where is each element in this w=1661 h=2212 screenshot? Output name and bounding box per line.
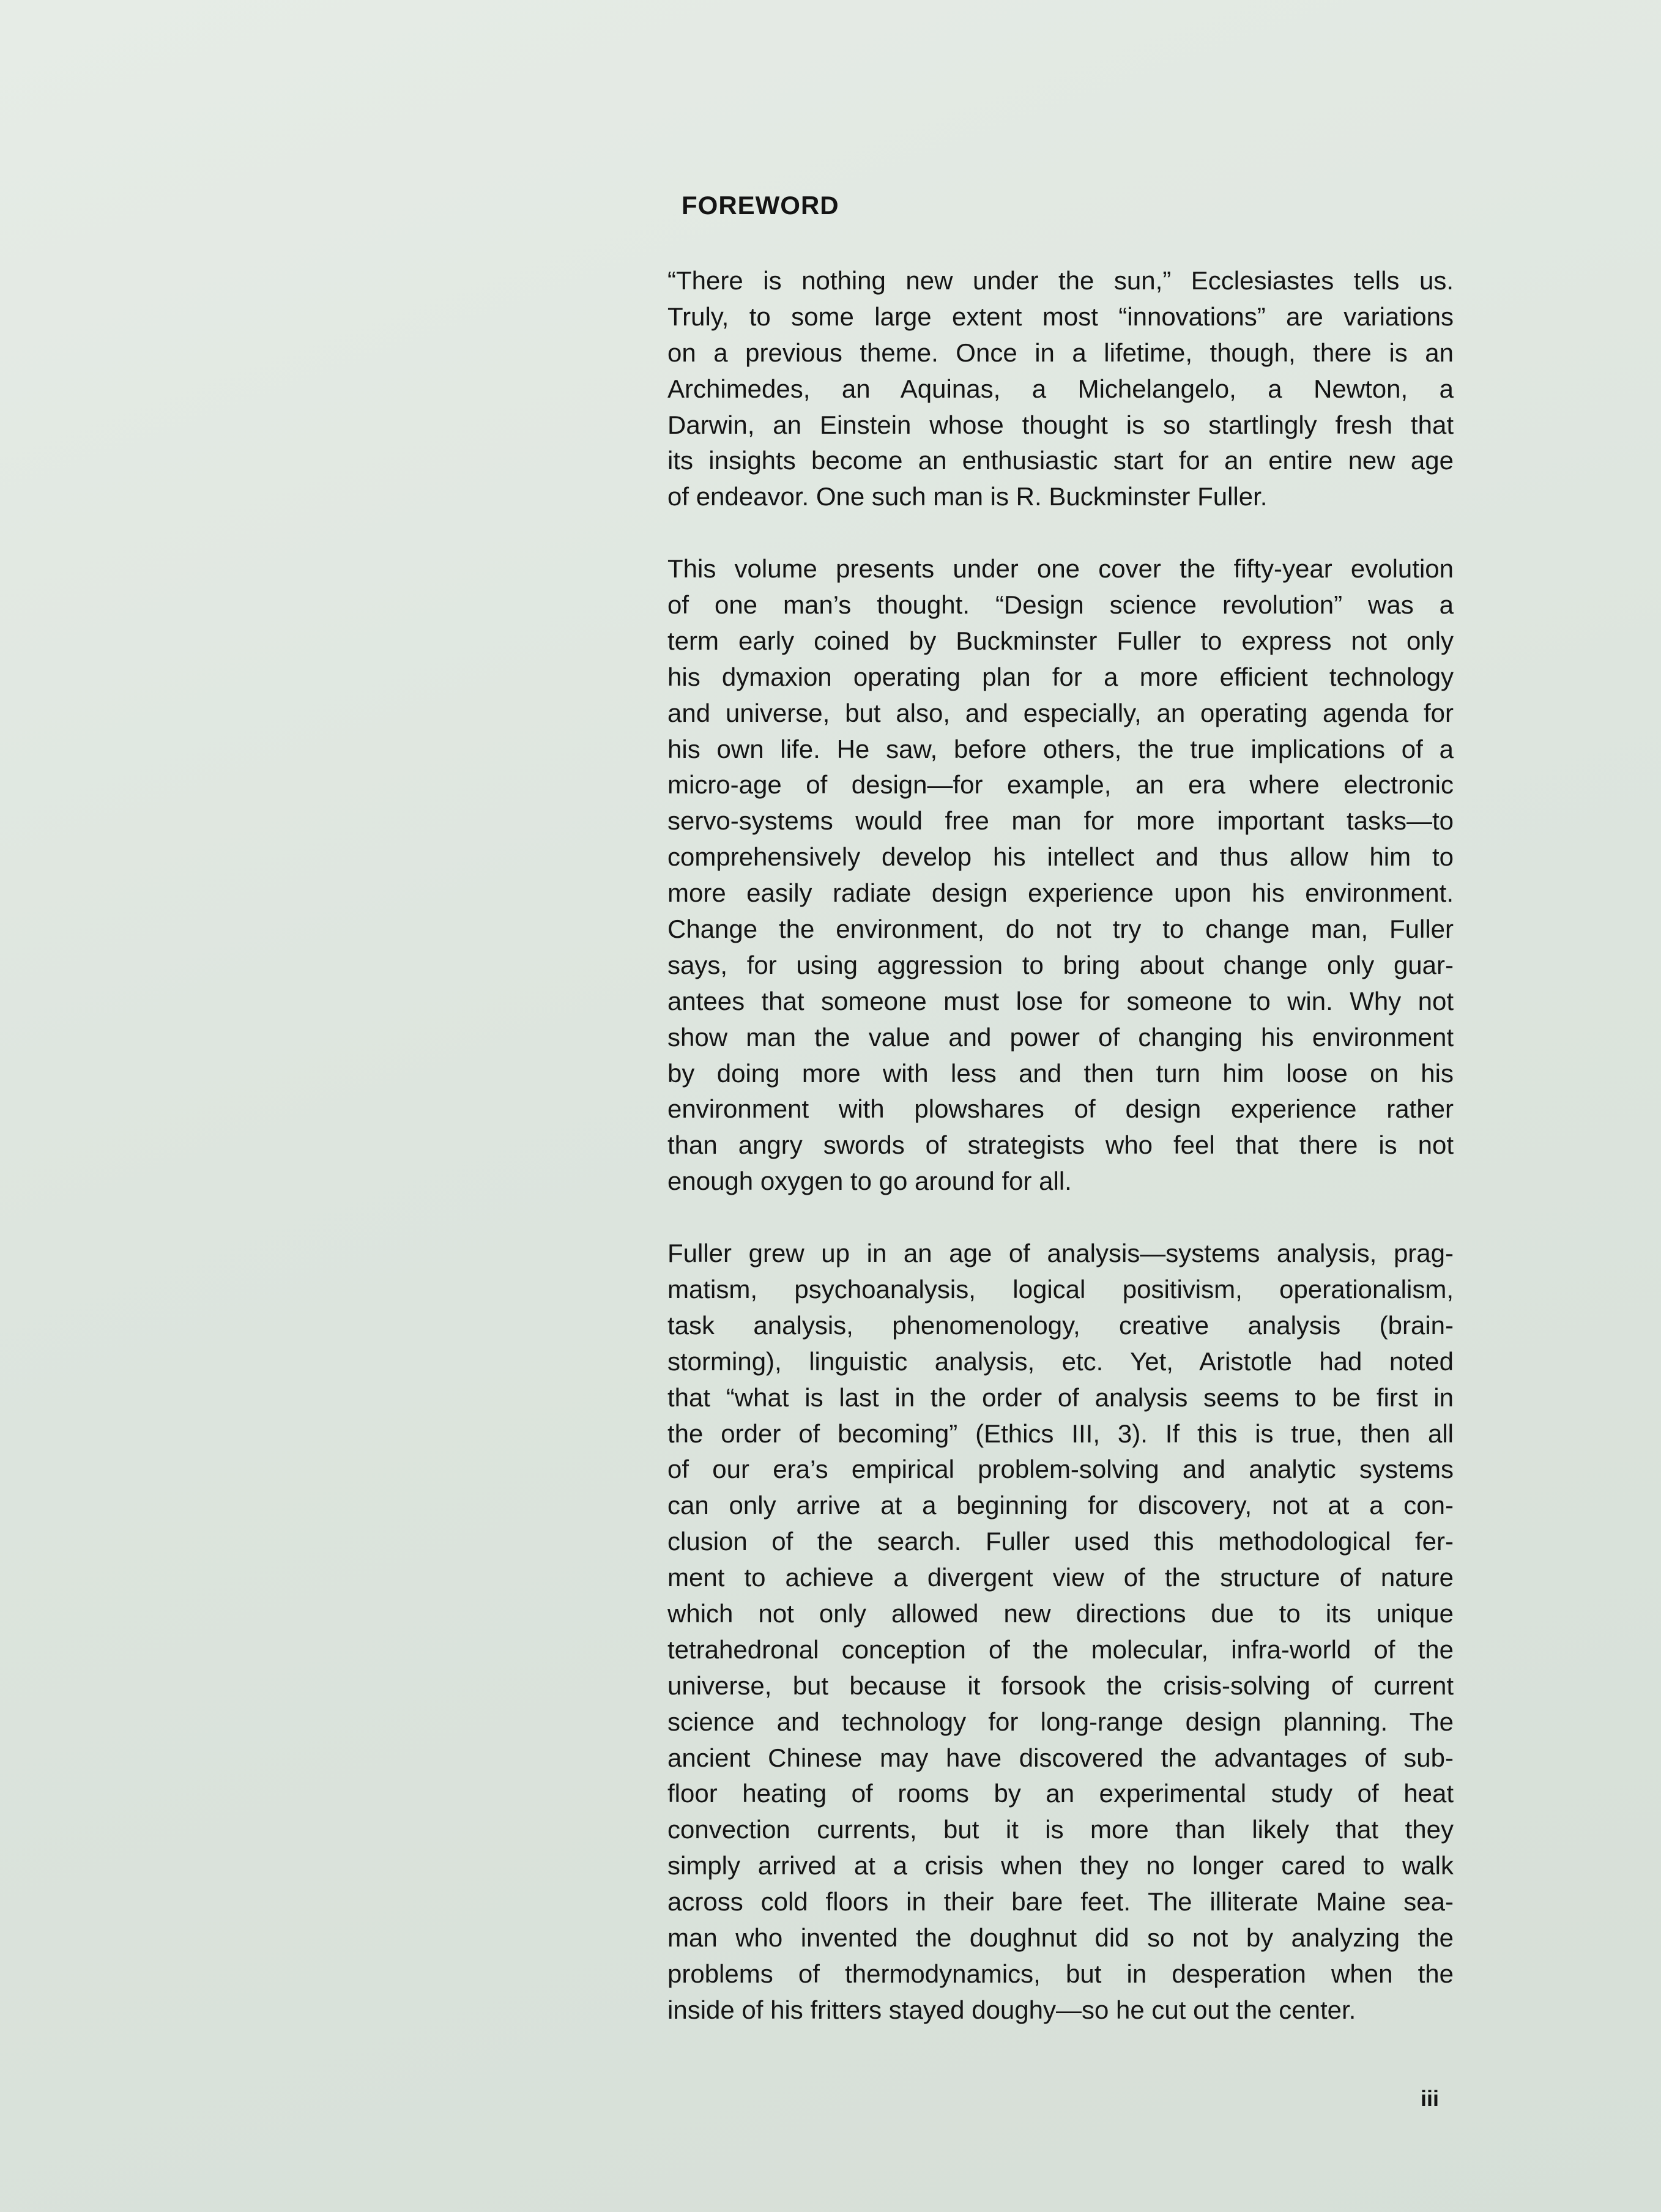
text-line: antees that someone must lose for someone to win. Why not: [667, 986, 1454, 1015]
text-line: by doing more with less and then turn him loose on his: [667, 1058, 1454, 1088]
text-line: clusion of the search. Fuller used this methodological fer-: [667, 1527, 1454, 1556]
text-line: which not only allowed new directions due to its unique: [667, 1598, 1454, 1628]
text-line: says, for using aggression to bring about change only guar-: [667, 950, 1454, 979]
text-line: matism, psychoanalysis, logical positivism, operationalism,: [667, 1274, 1454, 1304]
text-line: Change the environment, do not try to change man, Fuller: [667, 915, 1454, 944]
text-line: storming), linguistic analysis, etc. Yet, Aristotle had noted: [667, 1346, 1454, 1376]
text-line: on a previous theme. Once in a lifetime, though, there is an: [667, 338, 1454, 367]
text-line: task analysis, phenomenology, creative analysis (brain-: [667, 1310, 1454, 1340]
text-line: man who invented the doughnut did so not by analyzing the: [667, 1923, 1454, 1952]
text-line: This volume presents under one cover the fifty-year evolution: [667, 554, 1454, 584]
text-line: and universe, but also, and especially, an operating agenda for: [667, 698, 1454, 727]
text-line: ancient Chinese may have discovered the advantages of sub-: [667, 1743, 1454, 1772]
text-line: enough oxygen to go around for all.: [667, 1167, 1072, 1196]
text-line: ment to achieve a divergent view of the structure of nature: [667, 1563, 1454, 1592]
page-number: iii: [1421, 2086, 1440, 2111]
text-line: that “what is last in the order of analysis seems to be first in: [667, 1382, 1454, 1412]
text-line: of one man’s thought. “Design science revolution” was a: [667, 590, 1454, 620]
text-line: Fuller grew up in an age of analysis—systems analysis, prag-: [667, 1239, 1454, 1268]
text-line: problems of thermodynamics, but in desperation when the: [667, 1959, 1454, 1988]
text-line: universe, but because it forsook the crisis-solving of current: [667, 1671, 1454, 1700]
paragraph: [667, 551, 1454, 1200]
text-line: his dymaxion operating plan for a more efficient technology: [667, 662, 1454, 691]
text-line: than angry swords of strategists who feel that there is not: [667, 1130, 1454, 1160]
paragraph: [667, 263, 1454, 515]
text-line: comprehensively develop his intellect and thus allow him to: [667, 842, 1454, 872]
text-line: convection currents, but it is more than likely that they: [667, 1815, 1454, 1844]
text-line: inside of his fritters stayed doughy—so he cut out the center.: [667, 1995, 1356, 2024]
body-text-column: [667, 263, 1454, 2065]
text-line: environment with plowshares of design experience rather: [667, 1094, 1454, 1124]
text-line: his own life. He saw, before others, the true implications of a: [667, 734, 1454, 763]
text-line: can only arrive at a beginning for discovery, not at a con-: [667, 1491, 1454, 1520]
text-line: Archimedes, an Aquinas, a Michelangelo, a Newton, a: [667, 374, 1454, 403]
text-line: Truly, to some large extent most “innovations” are variations: [667, 302, 1454, 331]
text-line: of our era’s empirical problem-solving and analytic systems: [667, 1455, 1454, 1484]
text-line: servo-systems would free man for more important tasks—to: [667, 806, 1454, 836]
text-line: Darwin, an Einstein whose thought is so startlingly fresh that: [667, 410, 1454, 439]
text-line: science and technology for long-range design planning. The: [667, 1707, 1454, 1736]
text-line: tetrahedronal conception of the molecular, infra-world of the: [667, 1635, 1454, 1664]
text-line: “There is nothing new under the sun,” Ecclesiastes tells us.: [667, 266, 1454, 295]
section-heading: FOREWORD: [682, 191, 839, 220]
text-line: across cold floors in their bare feet. The illiterate Maine sea-: [667, 1887, 1454, 1917]
text-line: its insights become an enthusiastic start for an entire new age: [667, 446, 1454, 475]
text-line: simply arrived at a crisis when they no longer cared to walk: [667, 1851, 1454, 1880]
text-line: show man the value and power of changing his environment: [667, 1022, 1454, 1052]
text-line: floor heating of rooms by an experimental study of heat: [667, 1779, 1454, 1808]
text-line: the order of becoming” (Ethics III, 3). If this is true, then all: [667, 1419, 1454, 1448]
text-line: more easily radiate design experience upon his environment.: [667, 878, 1454, 908]
text-line: term early coined by Buckminster Fuller to express not only: [667, 626, 1454, 655]
text-line: micro-age of design—for example, an era where electronic: [667, 770, 1454, 800]
paragraph: [667, 1236, 1454, 2028]
text-line: of endeavor. One such man is R. Buckminster Fuller.: [667, 482, 1268, 511]
